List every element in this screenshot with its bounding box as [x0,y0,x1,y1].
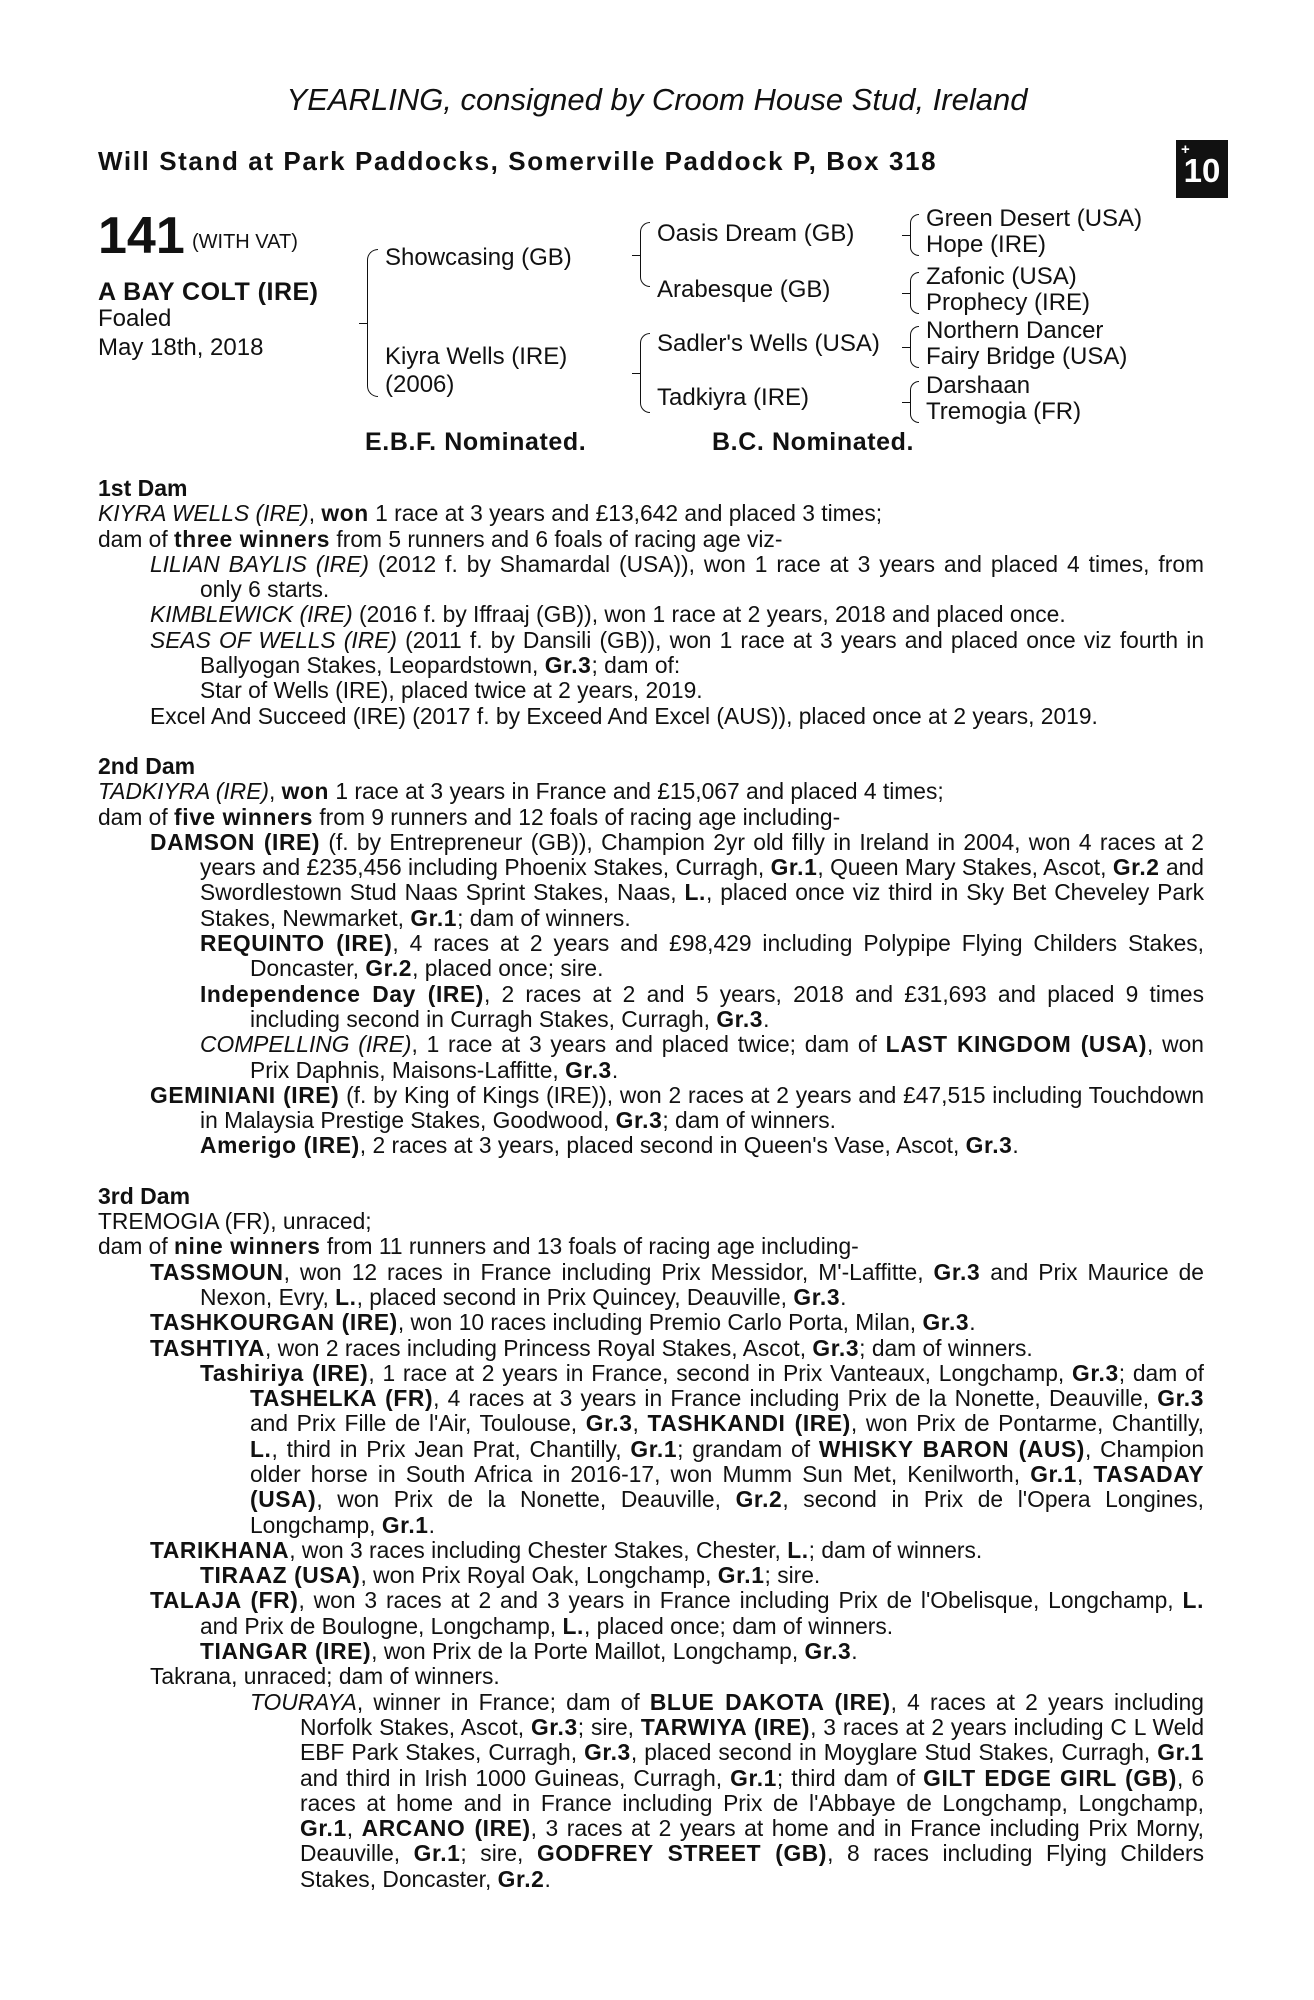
bold-text: GEMINIANI (IRE) [150,1081,340,1108]
bold-text: Gr.3 [804,1638,852,1665]
text-run: , won Prix Royal Oak, Longchamp, [360,1562,718,1589]
text-run: , 1 race at 2 years in France, second in Prix Vanteaux, Longchamp, [368,1359,1073,1386]
text-run: dam of [98,525,175,552]
third-dam-race-record [98,1209,1204,1234]
produce-entry [98,1563,1204,1588]
text-run: 1 race at 3 years in France and £15,067 and placed 4 times; [329,778,944,805]
bold-text: TASHELKA (FR) [250,1385,434,1412]
text-run: from 11 runners and 13 foals of racing age including- [320,1233,859,1260]
pedigree-brace [367,249,378,397]
text-run: , 3 races at 2 years including C L Weld EBF Park Stakes, Curragh, [300,1713,1204,1766]
text-run: ; sire. [764,1562,821,1589]
bold-text: L. [250,1435,272,1462]
text-run: , Queen Mary Stakes, Ascot, [817,854,1113,881]
text-run: from 5 runners and 6 foals of racing age viz- [330,525,783,552]
bold-text: L. [684,879,706,906]
produce-entry [98,1133,1204,1158]
text-run: , winner in France; dam of [356,1688,650,1715]
bold-text: Gr.1 [730,1764,777,1791]
text-run: . [763,1005,770,1032]
produce-entry [98,1690,1204,1892]
text-run: dam of [98,1233,175,1260]
text-run: , 8 races including Flying Childers Stakes, Doncaster, [300,1840,1204,1892]
produce-entry [98,1588,1204,1639]
text-run: and Prix Fille de l'Air, Toulouse, [250,1410,586,1437]
pedigree-dam-sire: Sadler's Wells (USA) [657,330,880,357]
pedigree-brace [640,222,650,287]
bold-text: Gr.3 [1072,1359,1119,1386]
family-section [98,476,1204,1892]
text-run: , 4 races at 3 years in France including Prix de la Nonette, Deauville, [433,1385,1158,1412]
text-run: Excel And Succeed (IRE) (2017 f. by Exceed And Excel (AUS)), placed once at 2 years, 2019. [150,702,1098,729]
italic-text: KIYRA WELLS (IRE) [98,500,309,527]
pedigree-dam-year: (2006) [385,371,455,398]
bold-text: Gr.2 [497,1865,545,1892]
italic-text: TADKIYRA (IRE) [98,778,269,805]
produce-entry [98,1260,1204,1311]
bold-text: Gr.3 [585,1410,633,1437]
produce-entry [98,678,1204,703]
bold-text: REQUINTO (IRE) [200,930,393,957]
pedigree-ddd: Tremogia (FR) [926,398,1082,425]
text-run: ; sire, [577,1713,641,1740]
text-run: (2016 f. by Iffraaj (GB)), won 1 race at 2 years, 2018 and placed once. [352,601,1066,628]
text-run: (2011 f. by Dansili (GB)), won 1 race at 3 years and placed once viz fourth in Ballyogan Stakes, Leopardstown, [200,626,1204,679]
text-run: , 6 races at home and in France including Prix de l'Abbaye de Longchamp, Longchamp, [300,1764,1204,1816]
text-run: Star of Wells (IRE), placed twice at 2 years, 2019. [200,677,703,704]
bold-text: nine winners [174,1233,321,1260]
bold-text: TASHTIYA [150,1334,265,1361]
bold-text: Gr.1 [381,1511,429,1538]
pedigree-dam-dam: Tadkiyra (IRE) [657,384,810,411]
text-run: , placed once; sire. [412,955,604,982]
first-dam-heading: 1st Dam [98,475,188,501]
bold-text: Gr.2 [735,1486,783,1513]
text-run: , won Prix Daphnis, Maisons-Laffitte, [250,1031,1204,1083]
bold-text: Gr.3 [1157,1385,1204,1412]
text-run: ; sire, [460,1840,537,1867]
bold-text: Gr.3 [812,1334,860,1361]
bold-text: Gr.3 [584,1739,631,1766]
produce-entry [98,1639,1204,1664]
text-run: , [632,1410,648,1437]
second-dam-produce [98,805,1204,830]
pedigree-brace [910,381,919,423]
first-dam-produce [98,527,1204,552]
produce-entry [98,1361,1204,1538]
first-dam-race-record [98,501,1204,526]
pedigree-dsd: Fairy Bridge (USA) [926,343,1128,370]
text-run: . [428,1511,435,1538]
text-run: ; third dam of [776,1764,924,1791]
lot-name: A BAY COLT (IRE) [98,278,319,306]
text-run: , 2 races at 2 and 5 years, 2018 and £31,693 and placed 9 times including second in Curragh Stakes, Curragh, [250,980,1204,1032]
text-run: , Champion older horse in South Africa in 2016-17, won Mumm Sun Met, Kenilworth, [250,1435,1204,1487]
bold-text: Gr.1 [630,1435,678,1462]
bold-text: Gr.3 [565,1056,612,1083]
bold-text: TIRAAZ (USA) [200,1562,361,1589]
produce-entry [98,1538,1204,1563]
text-run: 1 race at 3 years and £13,642 and placed 3 times; [368,500,883,527]
bold-text: Amerigo (IRE) [200,1132,360,1159]
text-run: dam of [98,803,175,830]
text-run: , 1 race at 3 years and placed twice; dam of [411,1031,886,1058]
bold-text: LAST KINGDOM (USA) [885,1031,1148,1058]
text-run: , [346,1815,362,1842]
produce-entry [98,1083,1204,1134]
bold-text: TARIKHANA [150,1536,290,1563]
bold-text: Gr.2 [1112,854,1160,881]
bold-text: three winners [174,525,331,552]
pedigree-sire-sire: Oasis Dream (GB) [657,220,855,247]
bold-text: five winners [174,803,313,830]
bold-text: TALAJA (FR) [150,1587,299,1614]
pedigree-brace [910,272,919,314]
bold-text: Gr.1 [717,1562,765,1589]
bold-text: Gr.3 [922,1309,970,1336]
produce-entry [98,1032,1204,1083]
text-run: , 4 races at 2 years including Norfolk Stakes, Ascot, [300,1688,1204,1740]
bold-text: Gr.3 [965,1132,1013,1159]
vat-badge [1176,140,1228,198]
pedigree-sds: Zafonic (USA) [926,263,1077,290]
stand-location: Will Stand at Park Paddocks, Somerville Paddock P, Box 318 [98,146,938,176]
bold-text: Gr.3 [933,1258,981,1285]
text-run: , placed second in Prix Quincey, Deauville, [356,1283,794,1310]
text-run: . [840,1283,847,1310]
bold-text: Gr.1 [1030,1460,1077,1487]
text-run: , [308,500,322,527]
bold-text: won [321,500,369,527]
text-run: , [1076,1460,1094,1487]
text-run: , won Prix de la Porte Maillot, Longchamp, [371,1638,805,1665]
produce-entry [98,830,1204,931]
text-run: , won 2 races including Princess Royal Stakes, Ascot, [265,1334,813,1361]
text-run: , [269,778,282,805]
catalogue-heading: YEARLING, consigned by Croom House Stud, Ireland [286,82,1028,117]
text-run: ; grandam of [677,1435,819,1462]
second-dam-race-record [98,779,1204,804]
text-run: (f. by Entrepreneur (GB)), Champion 2yr old filly in Ireland in 2004, won 4 races at 2 years and £235,456 including Phoenix Stakes, Curragh, [200,828,1204,881]
bold-text: Gr.2 [365,955,413,982]
italic-text: TOURAYA [250,1688,357,1715]
pedigree-brace [910,214,919,256]
text-run: , second in Prix de l'Opera Longines, Longchamp, [250,1486,1204,1538]
text-run: , won Prix de Pontarme, Chantilly, [850,1410,1205,1437]
text-run: , third in Prix Jean Prat, Chantilly, [271,1435,631,1462]
bold-text: Gr.1 [413,1840,461,1867]
bold-text: BLUE DAKOTA (IRE) [649,1688,891,1715]
pedigree-ssd: Hope (IRE) [926,231,1047,258]
text-run: . [1012,1132,1019,1159]
bold-text: Tashiriya (IRE) [200,1359,369,1386]
text-run: ; dam of: [591,652,681,679]
bold-text: Gr.3 [716,1005,764,1032]
text-run: , 4 races at 2 years and £98,429 including Polypipe Flying Childers Stakes, Doncaster, [250,930,1205,982]
text-run: . [851,1638,858,1665]
text-run: ; dam of winners. [662,1107,836,1134]
produce-entry [98,628,1204,679]
bc-nominated: B.C. Nominated. [712,428,915,456]
bold-text: TASHKANDI (IRE) [647,1410,851,1437]
bold-text: L. [787,1536,809,1563]
text-run: , placed once; dam of winners. [583,1612,894,1639]
text-run: . [611,1056,619,1083]
text-run: , 2 races at 3 years, placed second in Queen's Vase, Ascot, [359,1132,966,1159]
text-run: and Prix Maurice de Nexon, Evry, [200,1258,1204,1310]
bold-text: TASHKOURGAN (IRE) [150,1309,398,1336]
produce-entry [98,1664,1204,1689]
text-run: and third in Irish 1000 Guineas, Curragh, [300,1764,731,1791]
third-dam-produce [98,1234,1204,1259]
bold-text: won [281,778,330,805]
bold-text: Gr.1 [770,854,818,881]
third-dam-heading: 3rd Dam [98,1182,191,1209]
pedigree-sire: Showcasing (GB) [385,244,572,271]
foaled-label: Foaled [98,305,172,332]
bold-text: Gr.3 [615,1107,663,1134]
pedigree-dss: Northern Dancer [926,317,1104,344]
bold-text: Independence Day (IRE) [200,980,484,1007]
italic-text: KIMBLEWICK (IRE) [150,601,353,628]
text-run: , placed once viz third in Sky Bet Cheveley Park Stakes, Newmarket, [200,879,1204,931]
bold-text: Gr.3 [530,1713,578,1740]
text-run: ; dam of winners. [859,1334,1033,1361]
text-run: from 9 runners and 12 foals of racing age including- [313,803,841,830]
bold-text: GILT EDGE GIRL (GB) [923,1764,1177,1791]
pedigree-sire-dam: Arabesque (GB) [657,276,831,303]
bold-text: Gr.3 [793,1283,841,1310]
italic-text: COMPELLING (IRE) [200,1031,412,1058]
pedigree-dam: Kiyra Wells (IRE) [385,343,568,370]
ebf-nominated: E.B.F. Nominated. [365,428,587,456]
vat-label: (WITH VAT) [192,231,298,253]
bold-text: Gr.3 [544,652,592,679]
produce-entry [98,1310,1204,1335]
text-run: ; dam of winners. [808,1536,983,1563]
text-run: , 3 races at 2 years at home and in France including Prix Morny, Deauville, [300,1815,1204,1867]
bold-text: DAMSON (IRE) [150,828,321,855]
pedigree-brace [640,333,650,413]
pedigree-sdd: Prophecy (IRE) [926,289,1091,316]
produce-entry [98,931,1204,982]
produce-entry [98,1336,1204,1361]
bold-text: TASADAY (USA) [250,1460,1205,1513]
bold-text: TIANGAR (IRE) [200,1638,372,1665]
bold-text: L. [1182,1587,1205,1614]
bold-text: L. [335,1283,357,1310]
bold-text: L. [562,1612,584,1639]
text-run: ; dam of winners. [457,904,631,931]
bold-text: Gr.1 [1157,1739,1204,1766]
text-run: . [969,1309,976,1336]
bold-text: GODFREY STREET (GB) [536,1840,828,1867]
text-run: ; dam of [1118,1359,1204,1386]
text-run: , won 10 races including Premio Carlo Porta, Milan, [397,1309,923,1336]
bold-text: Gr.1 [300,1815,347,1842]
produce-entry [98,602,1204,627]
text-run: TREMOGIA (FR), unraced; [98,1208,372,1235]
pedigree-dds: Darshaan [926,372,1031,399]
italic-text: LILIAN BAYLIS (IRE) [150,550,369,577]
bold-text: Gr.1 [410,904,458,931]
text-run: , won 12 races in France including Prix Messidor, M'-Laffitte, [283,1258,934,1285]
badge-plus: + [1181,141,1190,158]
second-dam-heading: 2nd Dam [98,752,196,779]
bold-text: ARCANO (IRE) [361,1815,531,1842]
lot-number: 141 [98,207,185,265]
text-run: and Prix de Boulogne, Longchamp, [200,1612,563,1639]
produce-entry [98,704,1204,729]
produce-entry [98,552,1204,603]
text-run: (2012 f. by Shamardal (USA)), won 1 race at 3 years and placed 4 times, from only 6 starts. [200,550,1205,603]
text-run: Takrana, unraced; dam of winners. [150,1663,500,1690]
italic-text: SEAS OF WELLS (IRE) [150,626,397,653]
bold-text: WHISKY BARON (AUS) [818,1435,1085,1462]
text-run: , won 3 races at 2 and 3 years in France including Prix de l'Obelisque, Longchamp, [298,1587,1183,1614]
produce-entry [98,982,1204,1033]
text-run: (f. by King of Kings (IRE)), won 2 races at 2 years and £47,515 including Touchdown in Malaysia Prestige Stakes, Goodwood, [200,1081,1204,1134]
badge-number: 10 [1183,152,1221,189]
text-run: , won Prix de la Nonette, Deauville, [316,1486,736,1513]
text-run: , placed second in Moyglare Stud Stakes, Curragh, [630,1739,1158,1766]
text-run: , won 3 races including Chester Stakes, Chester, [289,1536,788,1563]
bold-text: TARWIYA (IRE) [640,1713,811,1740]
pedigree-sss: Green Desert (USA) [926,205,1143,232]
text-run: . [544,1865,551,1892]
foaled-date: May 18th, 2018 [98,334,264,361]
text-run: and Swordlestown Stud Naas Sprint Stakes, Naas, [200,854,1204,906]
bold-text: TASSMOUN [150,1258,284,1285]
pedigree-brace [910,326,919,368]
